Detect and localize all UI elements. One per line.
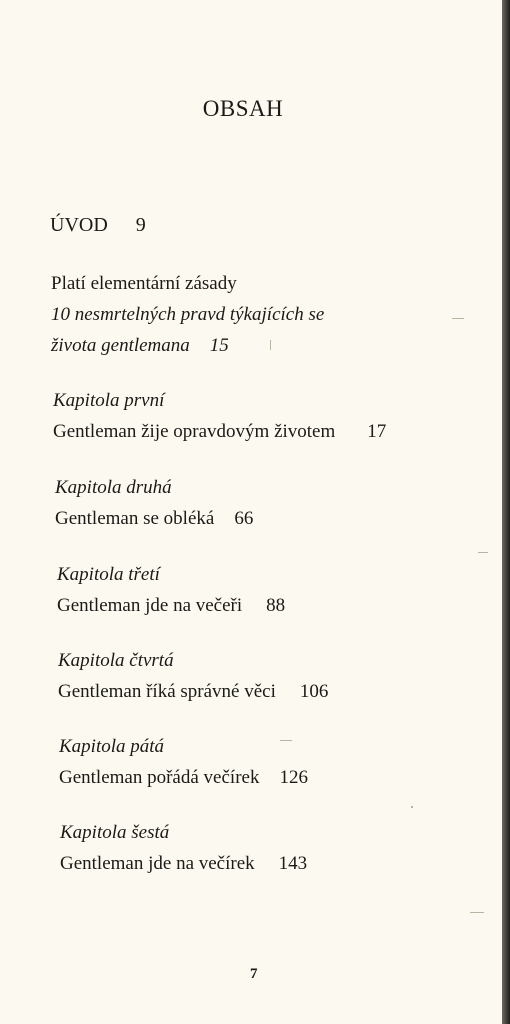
chapter-label: Kapitola pátá — [59, 736, 165, 757]
chapter-label: Kapitola třetí — [57, 564, 160, 585]
chapter-label: Kapitola čtvrtá — [58, 650, 174, 671]
chapter-line — [60, 848, 307, 879]
principles-title: Platí elementární zásady — [51, 273, 237, 294]
chapter-title: Gentleman pořádá večírek — [59, 767, 260, 788]
paper-speck — [411, 806, 413, 808]
paper-speck — [270, 340, 271, 350]
toc-entry-intro — [50, 214, 146, 237]
chapter-page-number: 17 — [367, 421, 387, 442]
page-edge — [502, 0, 510, 1024]
chapter-label: Kapitola druhá — [55, 477, 172, 498]
chapter-page-number: 106 — [299, 681, 329, 702]
toc-entry-principles — [51, 268, 324, 361]
page-title: OBSAH — [202, 96, 284, 121]
chapter-line — [55, 503, 253, 534]
principles-subtitle-text: života gentlemana — [51, 335, 190, 356]
chapter-page-number: 88 — [266, 595, 286, 616]
chapter-page-number: 66 — [234, 508, 254, 529]
chapter-title: Gentleman žije opravdovým životem — [53, 421, 336, 442]
page-number: 7 — [250, 966, 258, 982]
paper-speck — [452, 318, 464, 319]
chapter-line — [58, 676, 328, 707]
paper-speck — [478, 552, 488, 553]
principles-subtitle-line1: 10 nesmrtelných pravd týkajících se — [51, 304, 325, 325]
paper-speck — [280, 740, 292, 741]
chapter-page-number: 126 — [279, 767, 308, 788]
intro-label: ÚVOD — [50, 214, 108, 236]
paper-speck — [470, 912, 484, 913]
chapter-page-number: 143 — [278, 853, 308, 874]
intro-page-number: 9 — [135, 214, 146, 236]
chapter-line — [53, 416, 386, 447]
toc-entry-chapter-1 — [53, 385, 386, 447]
toc-entry-chapter-5 — [59, 731, 308, 793]
chapter-title: Gentleman se obléká — [55, 508, 215, 529]
toc-entry-chapter-6 — [60, 817, 307, 879]
chapter-label: Kapitola první — [53, 390, 165, 411]
chapter-title: Gentleman jde na večírek — [60, 853, 255, 874]
chapter-line — [59, 762, 308, 793]
toc-entry-chapter-4 — [58, 645, 328, 707]
toc-entry-chapter-2 — [55, 472, 253, 534]
chapter-line — [57, 590, 285, 621]
principles-page-number: 15 — [209, 335, 229, 356]
chapter-label: Kapitola šestá — [60, 822, 170, 843]
toc-entry-chapter-3 — [57, 559, 285, 621]
principles-subtitle-line2 — [51, 330, 324, 361]
chapter-title: Gentleman jde na večeři — [57, 595, 243, 616]
chapter-title: Gentleman říká správné věci — [58, 681, 276, 702]
